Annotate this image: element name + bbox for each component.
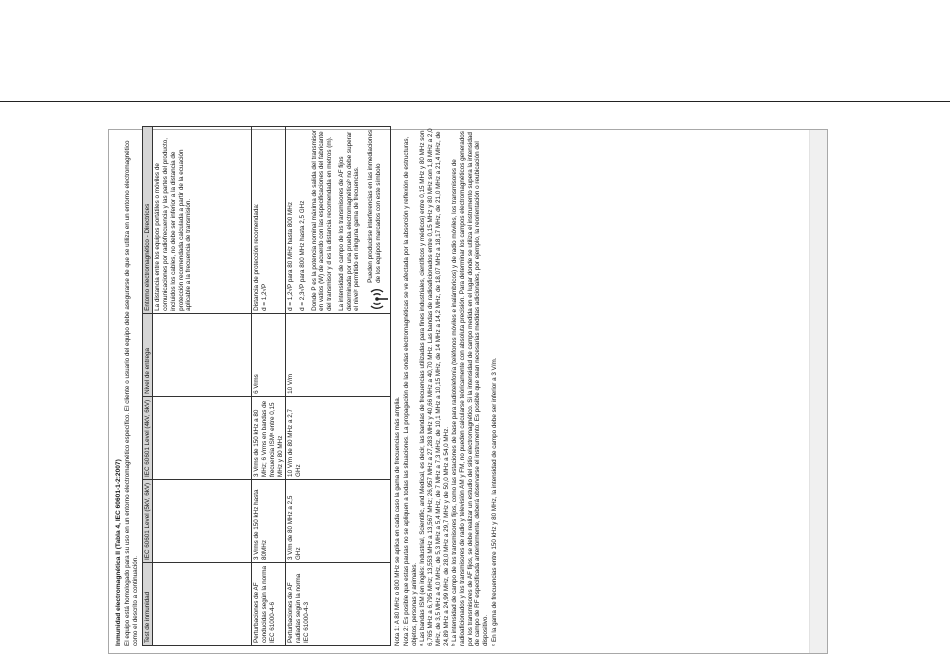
radio-transmitter-icon [367,287,389,311]
note-2: Nota 2: Es posible que estas pautas no se apliquen a todas las situaciones. La propagación de las ondas electromagnéticas se ve afectada por la absorción y reflexión de estructuras, objetos, personas y animales. [402,136,418,646]
guidance-text: d = 1,2√P [261,283,269,311]
interference-warning [367,129,389,311]
table-cell: 10 V/m de 80 MHz a 2,7 GHz [286,396,391,479]
guidance-text: La intensidad de campo de los transmisores de AF fijos determinada por una prueba electromagnéticaᵇ no debe superar el nivelᶜ permitido en ninguna gama de frecuencias. [337,131,361,311]
document-page [108,129,828,654]
table-cell [153,313,252,396]
notes-section [394,126,499,646]
footnote-a: ᵃ Las bandas ISM (en inglés: Industrial, Scientific, and Medical, es decir, las bandas de frecuencias utilizadas para fines industriales, científicos y médicos) entre 0,15 MHz y 80 MHz son 6,765 MHz a 6,795 MHz; 13,553 MHz a 13,567 MHz; 26,957 MHz a 27,283 MHz y 40,66 MHz a 40,70 MHz. Las bandas de radioaficionados entre 0,15 MHz y 80 MHz son 1,8 MHz a 2,0 MHz, de 3,5 MHz a 4,0 MHz, de 5,3 MHz a 5,4 MHz, de 7 MHz a 7,3 MHz, de 10,1 MHz a 10,15 MHz, de 14 MHz a 14,2 MHz, de 18,07 MHz a 18,17 MHz, de 21,0 MHz a 21,4 MHz, de 24,89 MHz a 24,99 MHz, de 28,0 MHz a 29,7 MHz y de 50,0 MHz a 54,0 MHz. [419,128,450,646]
guidance-text: Pueden producirse interferencias en las inmediaciones de los equipos marcados con este símbolo [367,129,382,283]
guidance-text: d = 1,2√P para 80 MHz hasta 800 MHz [287,202,295,311]
guidance-text: d = 2,3√P para 800 MHz hasta 2,5 GHz [298,200,306,311]
document-intro: El equipo está homologado para su uso en un entorno electromagnético específico. El cliente o usuario del equipo debe asegurarse de que se utiliza en un entorno electromagnético como el descrito a continuación. [124,140,139,646]
guidance-cell [252,127,286,314]
guidance-cell [286,127,391,314]
header-cell: IEC 60601 Level (5kV, 6kV) [142,479,153,562]
header-cell: Nivel de entrega [142,313,153,396]
guidance-top-cell: La distancia entre los equipos portátiles o móviles de comunicaciones por radiofrecuencia y las partes del producto, incluidos los cables, no debe ser inferior a la distancia de protección recomendada calculada a partir de la ecuación aplicable a la frecuencia de transmisión. [153,127,252,314]
table-row [252,127,286,646]
header-cell: Test de inmunidad [142,562,153,645]
table-cell [153,479,252,562]
guidance-text: Distancia de protección recomendada: [253,203,261,311]
header-cell: Entorno electromagnético - Directrices [142,127,153,314]
footnote-b: ᵇ La intensidad de campo de los transmisores fijos, como las estaciones de base para radiotelefonía (teléfonos móviles e inalámbricos) y de radio móviles, los transmisores de radioaficionados y los transmisores de radio y televisión AM y FM, no pueden calcularse teóricamente con absoluta precisión. Para determinar los campos electromagnéticos generados por los transmisores de AF fijos, se debe realizar un estudio del sitio electromagnético. Si la intensidad de campo medida en el lugar donde se utiliza el instrumento supera la intensidad de campo de RF especificada anteriormente, deberá observarse el instrumento. Es posible que sean necesarias medidas adicionales, por ejemplo, la reorientación o reubicación del dispositivo. [451,131,490,646]
note-1: Nota 1: A 80 MHz o 800 MHz se aplica en cada caso la gama de frecuencias más amplia. [394,396,402,646]
table-cell: Perturbaciones de AF conducidas según la norma IEC 61000-4-6 [252,562,286,645]
header-divider [0,101,950,102]
table-cell: 3 V/m de 80 MHz a 2,5 GHz [286,479,391,562]
table-row [286,127,391,646]
rotated-content [115,126,813,646]
immunity-table [142,126,392,646]
table-cell [153,562,252,645]
table-cell: Perturbaciones de AF radiadas según la norma IEC 61000-4-3 [286,562,391,645]
table-cell: 10 V/m [286,313,391,396]
document-title: Inmunidad electromagnética II (Tabla 4, IEC 60601-1-2:2007) [115,459,122,646]
header-cell: IEC 60601 Level (4kV, 6kV) [142,396,153,479]
table-cell: 6 Vrms [252,313,286,396]
table-cell [153,396,252,479]
footnote-c: ᶜ En la gama de frecuencias entre 150 kHz y 80 MHz, la intensidad de campo debe ser inferior a 3 V/m. [490,357,498,646]
table-row [153,127,252,646]
table-cell: 3 Vrms de 150 kHz a 80 MHz; 6 Vrms en bandas de frecuencia ISMᵃ entre 0,15 MHz y 80 MHz [252,396,286,479]
guidance-text: Donde P es la potencia nominal máxima de salida del transmisor en vatios (W) de acuerdo con las especificaciones del fabricante del transmisor y d es la distancia recomendada en metros (m). [310,130,334,311]
table-header-row [142,127,153,646]
table-cell: 3 Vrms de 150 kHz hasta 80MHz [252,479,286,562]
